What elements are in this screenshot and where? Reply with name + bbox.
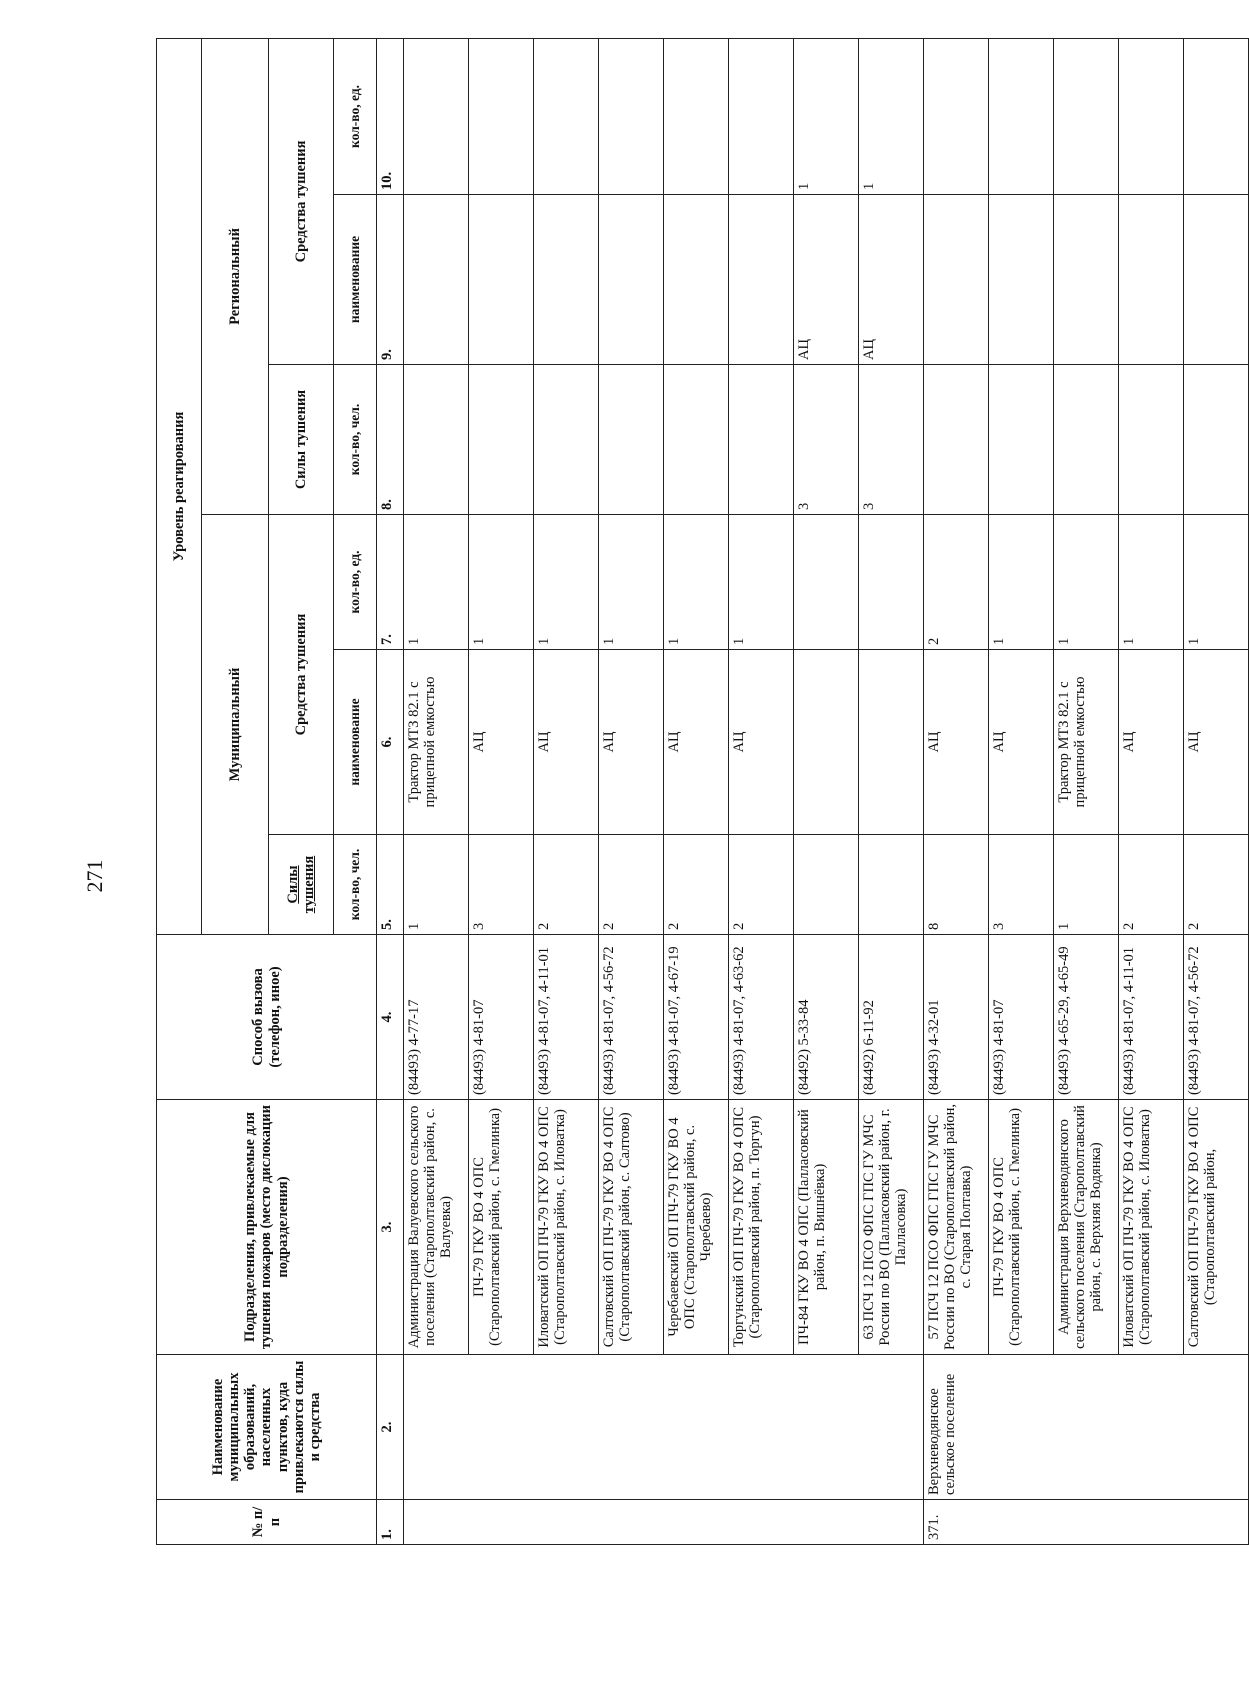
- rotated-table-container: [156, 39, 1219, 1545]
- municipal-forces-cell: 2: [1119, 835, 1184, 935]
- regional-forces-cell: [1119, 365, 1184, 515]
- regional-forces-cell: [989, 365, 1054, 515]
- regional-qty-cell: [729, 38, 794, 194]
- header-response-level: Уровень реагирования: [157, 38, 202, 934]
- regional-forces-cell: [1184, 365, 1249, 515]
- municipality-name: Верхневодянское сельское поселение: [924, 1355, 1249, 1500]
- header-name: наименование: [334, 195, 377, 365]
- regional-qty-cell: [1184, 38, 1249, 194]
- header-municipal-means: Средства тушения: [269, 515, 334, 835]
- phone-cell: (84493) 4-81-07: [989, 935, 1054, 1100]
- regional-means-cell: [469, 195, 534, 365]
- phone-cell: (84493) 4-81-07, 4-56-72: [1184, 935, 1249, 1100]
- table-body: [377, 38, 1249, 1544]
- column-number: 6.: [377, 650, 404, 835]
- header-municipality: Наименование муниципальных образований, населенных пунктов, куда привлекаются силы и средства: [157, 1355, 377, 1500]
- table-row: [859, 38, 924, 1544]
- unit-cell: Администрация Валуевского сельского поселения (Старополтавский район, с. Валуевка): [404, 1100, 469, 1355]
- phone-cell: (84493) 4-81-07, 4-63-62: [729, 935, 794, 1100]
- unit-cell: Торгунский ОП ПЧ-79 ГКУ ВО 4 ОПС (Старополтавский район, п. Торгун): [729, 1100, 794, 1355]
- regional-forces-cell: 3: [794, 365, 859, 515]
- header-qty-people: кол-во, чел.: [334, 365, 377, 515]
- table-row: [1119, 38, 1184, 1544]
- header-municipal-forces: Силы тушения: [269, 835, 334, 935]
- regional-means-cell: [1054, 195, 1119, 365]
- municipal-means-cell: Трактор МТЗ 82.1 с прицепной емкостью: [404, 650, 469, 835]
- municipal-means-cell: АЦ: [1184, 650, 1249, 835]
- municipal-forces-cell: 2: [1184, 835, 1249, 935]
- municipal-forces-cell: 2: [729, 835, 794, 935]
- regional-qty-cell: [989, 38, 1054, 194]
- municipal-qty-cell: 2: [924, 515, 989, 650]
- regional-qty-cell: [534, 38, 599, 194]
- column-number: 7.: [377, 515, 404, 650]
- regional-means-cell: [664, 195, 729, 365]
- column-number: 1.: [377, 1500, 404, 1545]
- header-num: № п/п: [157, 1500, 377, 1545]
- municipal-forces-cell: 1: [1054, 835, 1119, 935]
- municipal-forces-cell: 3: [989, 835, 1054, 935]
- header-regional-forces: Силы тушения: [269, 365, 334, 515]
- municipal-means-cell: Трактор МТЗ 82.1 с прицепной емкостью: [1054, 650, 1119, 835]
- unit-cell: Иловатский ОП ПЧ-79 ГКУ ВО 4 ОПС (Старополтавский район, с. Иловатка): [1119, 1100, 1184, 1355]
- unit-cell: ПЧ-79 ГКУ ВО 4 ОПС (Старополтавский район, с. Гмелинка): [469, 1100, 534, 1355]
- table-row: [469, 38, 534, 1544]
- table-row: [729, 38, 794, 1544]
- table-row: [1054, 38, 1119, 1544]
- regional-means-cell: [1119, 195, 1184, 365]
- column-number: 3.: [377, 1100, 404, 1355]
- header-qty-people: кол-во, чел.: [334, 835, 377, 935]
- unit-cell: 63 ПСЧ 12 ПСО ФПС ГПС ГУ МЧС России по ВО (Палласовский район, г. Палласовка): [859, 1100, 924, 1355]
- municipal-means-cell: АЦ: [599, 650, 664, 835]
- column-number: 10.: [377, 38, 404, 194]
- municipality-name: [404, 1355, 924, 1500]
- header-regional-means: Средства тушения: [269, 38, 334, 364]
- municipal-qty-cell: 1: [989, 515, 1054, 650]
- municipal-forces-cell: [794, 835, 859, 935]
- municipal-means-cell: [859, 650, 924, 835]
- unit-cell: Иловатский ОП ПЧ-79 ГКУ ВО 4 ОПС (Старополтавский район, с. Иловатка): [534, 1100, 599, 1355]
- unit-cell: Черебаевский ОП ПЧ-79 ГКУ ВО 4 ОПС (Старополтавский район, с. Черебаево): [664, 1100, 729, 1355]
- phone-cell: (84493) 4-77-17: [404, 935, 469, 1100]
- phone-cell: (84492) 5-33-84: [794, 935, 859, 1100]
- regional-forces-cell: [469, 365, 534, 515]
- phone-cell: (84493) 4-81-07, 4-56-72: [599, 935, 664, 1100]
- header-name: наименование: [334, 650, 377, 835]
- phone-cell: (84493) 4-32-01: [924, 935, 989, 1100]
- column-number: 2.: [377, 1355, 404, 1500]
- table-row: [404, 38, 469, 1544]
- municipal-means-cell: АЦ: [1119, 650, 1184, 835]
- phone-cell: (84492) 6-11-92: [859, 935, 924, 1100]
- phone-cell: (84493) 4-81-07, 4-67-19: [664, 935, 729, 1100]
- regional-qty-cell: [924, 38, 989, 194]
- row-number: 371.: [924, 1500, 1249, 1545]
- regional-means-cell: [404, 195, 469, 365]
- municipal-qty-cell: 1: [469, 515, 534, 650]
- regional-forces-cell: [534, 365, 599, 515]
- table-row: [599, 38, 664, 1544]
- header-regional: Региональный: [202, 38, 269, 514]
- municipal-means-cell: АЦ: [469, 650, 534, 835]
- row-number: [404, 1500, 924, 1545]
- column-number-row: [377, 38, 404, 1544]
- regional-means-cell: [599, 195, 664, 365]
- municipal-qty-cell: 1: [729, 515, 794, 650]
- header-municipal: Муниципальный: [202, 515, 269, 935]
- municipal-forces-cell: 2: [534, 835, 599, 935]
- table-row: [534, 38, 599, 1544]
- regional-means-cell: [1184, 195, 1249, 365]
- regional-qty-cell: [404, 38, 469, 194]
- regional-means-cell: АЦ: [794, 195, 859, 365]
- regional-means-cell: [989, 195, 1054, 365]
- municipal-means-cell: [794, 650, 859, 835]
- municipal-qty-cell: 1: [664, 515, 729, 650]
- municipal-means-cell: АЦ: [924, 650, 989, 835]
- header-qty-units: кол-во, ед.: [334, 38, 377, 194]
- unit-cell: Салтовский ОП ПЧ-79 ГКУ ВО 4 ОПС (Старополтавский район,: [1184, 1100, 1249, 1355]
- regional-forces-cell: [924, 365, 989, 515]
- municipal-means-cell: АЦ: [534, 650, 599, 835]
- unit-cell: Администрация Верхневодянского сельского поселения (Старополтавский район, с. Верхняя Водянка): [1054, 1100, 1119, 1355]
- table-row: [924, 38, 989, 1544]
- header-call-method: Способ вызова (телефон, иное): [157, 935, 377, 1100]
- municipal-means-cell: АЦ: [664, 650, 729, 835]
- phone-cell: (84493) 4-65-29, 4-65-49: [1054, 935, 1119, 1100]
- unit-cell: ПЧ-84 ГКУ ВО 4 ОПС (Палласовский район, п. Вишнёвка): [794, 1100, 859, 1355]
- municipal-forces-cell: 2: [664, 835, 729, 935]
- phone-cell: (84493) 4-81-07: [469, 935, 534, 1100]
- regional-means-cell: АЦ: [859, 195, 924, 365]
- column-number: 8.: [377, 365, 404, 515]
- municipal-qty-cell: 1: [1054, 515, 1119, 650]
- regional-means-cell: [729, 195, 794, 365]
- municipal-qty-cell: [859, 515, 924, 650]
- regional-means-cell: [924, 195, 989, 365]
- regional-means-cell: [534, 195, 599, 365]
- regional-qty-cell: [1119, 38, 1184, 194]
- municipal-forces-cell: [859, 835, 924, 935]
- municipal-qty-cell: 1: [1184, 515, 1249, 650]
- header-qty-units: кол-во, ед.: [334, 515, 377, 650]
- column-number: 4.: [377, 935, 404, 1100]
- column-number: 5.: [377, 835, 404, 935]
- municipal-forces-cell: 3: [469, 835, 534, 935]
- unit-cell: Салтовский ОП ПЧ-79 ГКУ ВО 4 ОПС (Старополтавский район, с. Салтово): [599, 1100, 664, 1355]
- regional-forces-cell: [1054, 365, 1119, 515]
- phone-cell: (84493) 4-81-07, 4-11-01: [1119, 935, 1184, 1100]
- page-number: 271: [82, 859, 107, 893]
- regional-qty-cell: [664, 38, 729, 194]
- municipal-qty-cell: [794, 515, 859, 650]
- regional-forces-cell: [599, 365, 664, 515]
- regional-qty-cell: [599, 38, 664, 194]
- municipal-forces-cell: 8: [924, 835, 989, 935]
- regional-qty-cell: 1: [859, 38, 924, 194]
- unit-cell: ПЧ-79 ГКУ ВО 4 ОПС (Старополтавский район, с. Гмелинка): [989, 1100, 1054, 1355]
- municipal-qty-cell: 1: [404, 515, 469, 650]
- municipal-forces-cell: 2: [599, 835, 664, 935]
- header-units: Подразделения, привлекаемые для тушения пожаров (место дислокации подразделения): [157, 1100, 377, 1355]
- municipal-qty-cell: 1: [1119, 515, 1184, 650]
- unit-cell: 57 ПСЧ 12 ПСО ФПС ГПС ГУ МЧС России по ВО (Старополтавский район, с. Старая Полтавка): [924, 1100, 989, 1355]
- phone-cell: (84493) 4-81-07, 4-11-01: [534, 935, 599, 1100]
- table-row: [1184, 38, 1249, 1544]
- municipal-means-cell: АЦ: [989, 650, 1054, 835]
- table-row: [664, 38, 729, 1544]
- fire-forces-table: [156, 38, 1249, 1545]
- column-number: 9.: [377, 195, 404, 365]
- regional-forces-cell: 3: [859, 365, 924, 515]
- municipal-forces-cell: 1: [404, 835, 469, 935]
- table-row: [989, 38, 1054, 1544]
- table-row: [794, 38, 859, 1544]
- regional-qty-cell: [469, 38, 534, 194]
- municipal-qty-cell: 1: [599, 515, 664, 650]
- municipal-qty-cell: 1: [534, 515, 599, 650]
- municipal-means-cell: АЦ: [729, 650, 794, 835]
- regional-forces-cell: [664, 365, 729, 515]
- regional-qty-cell: [1054, 38, 1119, 194]
- regional-forces-cell: [729, 365, 794, 515]
- regional-forces-cell: [404, 365, 469, 515]
- regional-qty-cell: 1: [794, 38, 859, 194]
